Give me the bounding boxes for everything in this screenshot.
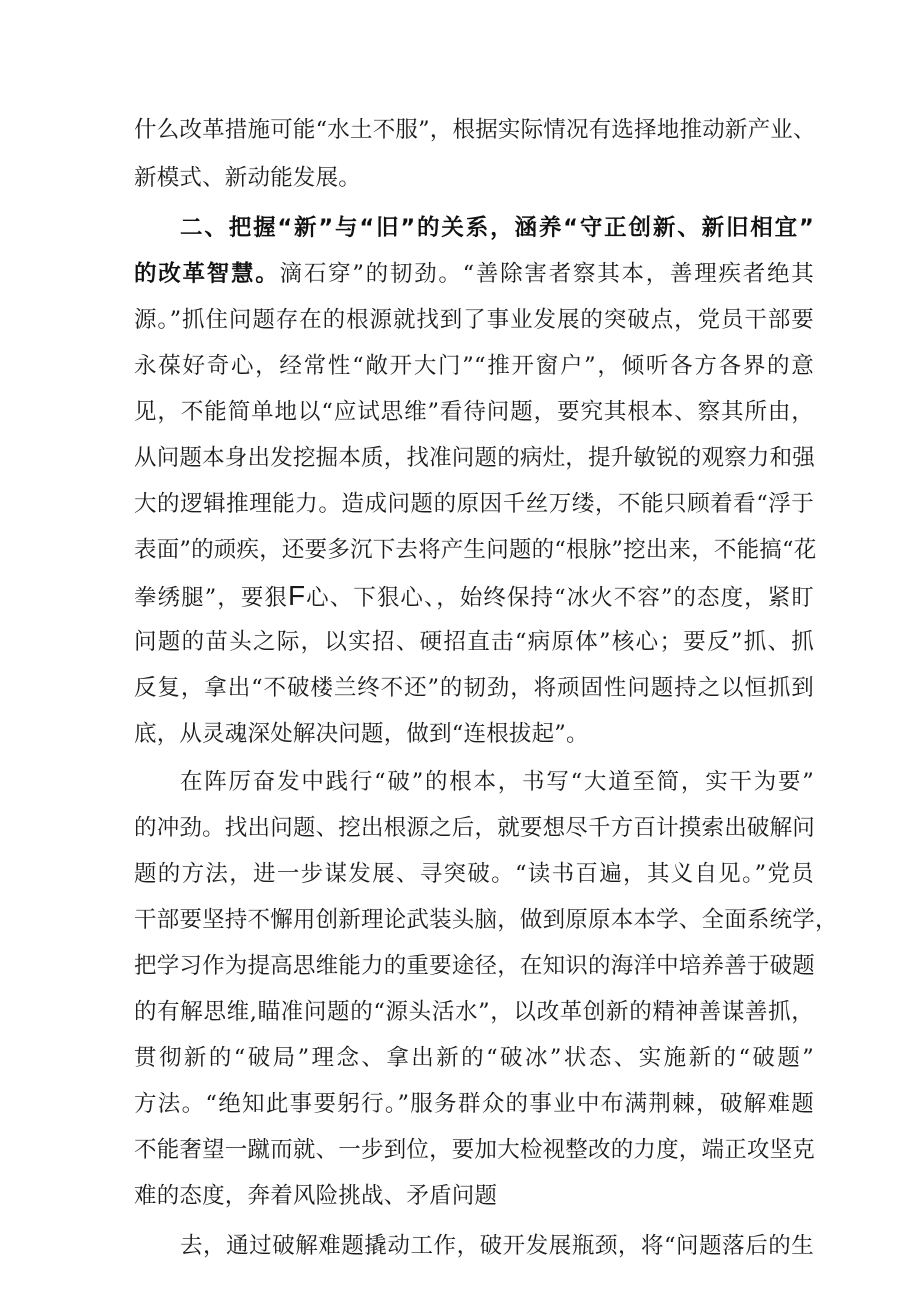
text-line: 底，从灵魂深处解决问题，做到“连根拔起”。 bbox=[134, 721, 589, 747]
text-line: 反复，拿出“不破楼兰终不还”的韧劲，将顽固性问题持之以恒抓到 bbox=[134, 675, 814, 701]
text-line: 大的逻辑推理能力。造成问题的原因千丝万缕，不能只顾着看“浮于 bbox=[134, 491, 814, 517]
text-line: 贯彻新的“破局”理念、拿出新的“破冰”状态、实施新的“破题” bbox=[134, 1045, 814, 1071]
text-line: 在阵厉奋发中践行“破”的根本，书写“大道至简，实干为要” bbox=[180, 769, 814, 795]
text-line: 永葆好奇心，经常性“敞开大门”“推开窗户”，倾听各方各界的意 bbox=[134, 353, 814, 379]
section-heading-text: 的改革智慧。 bbox=[134, 261, 280, 287]
text-span: 滴石穿”的韧劲。“善除害者察其本，善理疾者绝其 bbox=[279, 261, 814, 287]
text-line: 不能奢望一蹴而就、一步到位，要加大检视整改的力度，端正攻坚克 bbox=[134, 1137, 816, 1163]
text-span: 拳绣腿”，要狠 bbox=[134, 585, 288, 611]
text-line: 去，通过破解难题撬动工作，破开发展瓶颈，将“问题落后的生 bbox=[180, 1233, 814, 1259]
text-line: 干部要坚持不懈用创新理论武装头脑，做到原原本本学、全面系统学， bbox=[134, 907, 838, 933]
text-line bbox=[134, 254, 814, 294]
text-line: 难的态度，奔着风险挑战、矛盾问题 bbox=[134, 1183, 498, 1209]
text-line: 表面”的顽疾，还要多沉下去将产生问题的“根脉”挖出来，不能搞“花 bbox=[134, 537, 817, 563]
section-heading bbox=[180, 208, 814, 248]
text-span: 心、下狠心、，始终保持“冰火不容”的态度，紧盯 bbox=[305, 585, 814, 611]
text-line: 的有解思维,瞄准问题的“源头活水”，以改革创新的精神善谋善抓， bbox=[134, 999, 814, 1025]
text-line bbox=[134, 576, 814, 616]
text-line: 方法。“绝知此事要躬行。”服务群众的事业中布满荆棘，破解难题 bbox=[134, 1091, 814, 1117]
text-line: 题的方法，进一步谋发展、寻突破。“读书百遍，其义自见。”党员 bbox=[134, 861, 814, 887]
text-line: 什么改革措施可能“水土不服”，根据实际情况有选择地推动新产业、 bbox=[134, 117, 816, 143]
text-line: 把学习作为提高思维能力的重要途径，在知识的海洋中培养善于破题 bbox=[134, 953, 816, 979]
text-line: 从问题本身出发挖掘本质，找准问题的病灶，提升敏锐的观察力和强 bbox=[134, 445, 816, 471]
text-line: 的冲劲。找出问题、挖出根源之后，就要想尽千方百计摸索出破解问 bbox=[134, 815, 816, 841]
text-line: 新模式、新动能发展。 bbox=[134, 165, 362, 191]
section-heading-text: 二、把握“新”与“旧”的关系，涵养“守正创新、新旧相宜” bbox=[180, 215, 814, 241]
stray-glyph: F bbox=[287, 580, 306, 611]
text-line: 源。”抓住问题存在的根源就找到了事业发展的突破点，党员干部要 bbox=[134, 307, 814, 333]
text-line: 问题的苗头之际，以实招、硬招直击“病原体”核心；要反”抓、抓 bbox=[134, 629, 814, 655]
text-line: 见，不能简单地以“应试思维”看待问题，要究其根本、察其所由， bbox=[134, 399, 814, 425]
